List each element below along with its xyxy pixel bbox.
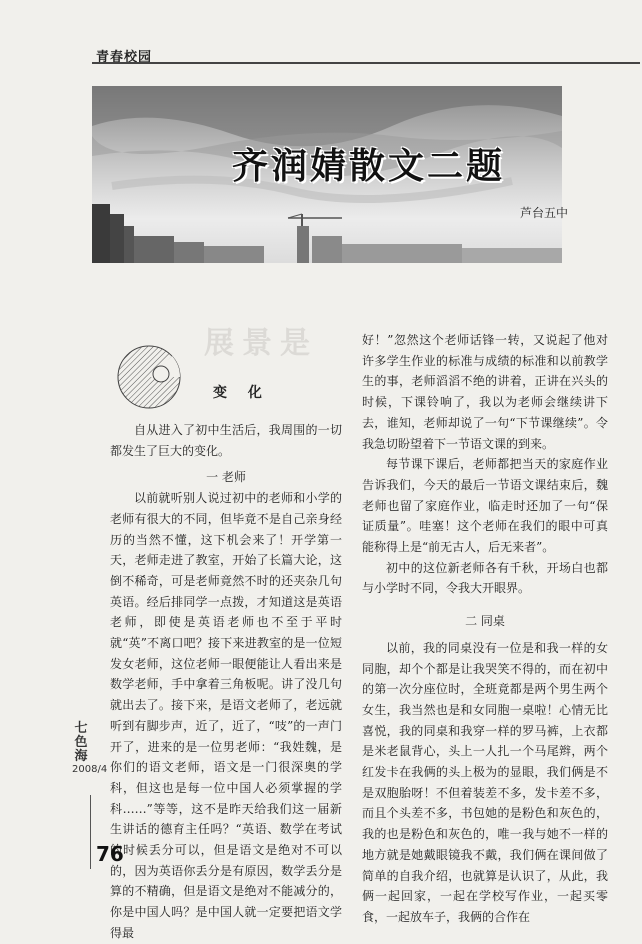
decorative-disc-icon (116, 344, 182, 410)
subsection-title-teacher: 一 老师 (206, 470, 246, 485)
section-header: 青春校园 (96, 50, 153, 65)
magazine-label (72, 721, 108, 775)
side-rule (90, 795, 91, 869)
essay-title: 变 化 (213, 385, 270, 401)
article-title: 齐润婧散文二题 (232, 145, 506, 187)
header-rule (92, 62, 640, 64)
body-paragraph: 以前就听别人说过初中的老师和小学的老师有很大的不同，但毕竟不是自己亲身经历的当然不懂，这下机会来了！开学第一天，老师走进了教室，开始了长篇大论，这倒不稀奇，可是老师竟然不时的还夹杂几句英语。经后排同学一点拨，才知道这是英语老师，即使是英语老师也不至于平时就“英”不离口吧？接下来进教室的是一位短发女老师，这位老师一眼便能让人看出来是数学老师，手中拿着三角板呢。讲了没几句就出去了。接下来，是语文老师了，老远就听到有脚步声，近了，近了，“吱”的一声门开了，进来的是一位男老师：“我姓魏，是你们的语文老师，语文是一门很深奥的学科，但这也是每一位中国人必须掌握的学科……”等等，这不是昨天给我们这一届新生讲话的德育主任吗？“英语、数学在考试的时候丢分可以，但是语文是绝对不可以的，因为英语你丢分是有原因，数学丢分是算的不精确，但是语文是绝对不能减分的，你是中国人吗？是中国人就一定要把语文学得最 (110, 491, 342, 940)
intro-paragraph: 自从进入了初中生活后，我周围的一切都发生了巨大的变化。 (110, 423, 342, 458)
body-paragraph: 以前，我的同桌没有一位是和我一样的女同胞，却个个都是让我哭笑不得的，而在初中的第一次分座位时，全班竟都是两个男生两个女生，我当然也是和女同胞一桌啦！心情无比喜悦，我的同桌和我穿一样的罗马裤，上衣都是米老鼠背心，头上一人扎一个马尾辫，两个红发卡在我俩的头上极为的显眼，我们俩是不是双胞胎呀！不但着装差不多，发卡差不多，而且个头差不多，书包她的是粉色和灰色的，我的也是粉色和灰色的，唯一我与她不一样的地方就是她戴眼镜我不戴，我们俩在课间做了简单的自我介绍，也就算是认识了，从此，我俩一起回家，一起在学校写作业，一起买零食，一起放车子，我俩的合作在 (362, 640, 608, 924)
left-column (110, 420, 342, 944)
body-paragraph: 好！”忽然这个老师话锋一转，又说起了他对许多学生作业的标准与成绩的标准和以前教学生的事，老师滔滔不绝的讲着，正讲在兴头的时候，下课铃响了，我以为老师会继续讲下去，谁知，老师却说了一句“下节课继续”。令我急切盼望着下一节语文课的到来。 (362, 333, 608, 451)
body-paragraph: 每节课下课后，老师都把当天的家庭作业告诉我们，今天的最后一节语文课结束后，魏老师也留了家庭作业，临走时还加了一句“保证质量”。哇塞！这个老师在我们的眼中可真能称得上是“前无古人，后无来者”。 (362, 457, 608, 555)
right-column (362, 330, 608, 928)
body-paragraph: 初中的这位新老师各有千秋，开场白也都与小学时不同，令我大开眼界。 (362, 560, 608, 596)
watermark-text: 展景是 (204, 326, 318, 361)
page-number: 76 (96, 842, 124, 866)
issue-number: 2008/4 (72, 764, 108, 775)
author-school: 芦台五中 (520, 206, 569, 220)
magazine-name: 七 色 海 (74, 721, 88, 764)
subsection-title-deskmate: 二 同桌 (465, 614, 505, 629)
